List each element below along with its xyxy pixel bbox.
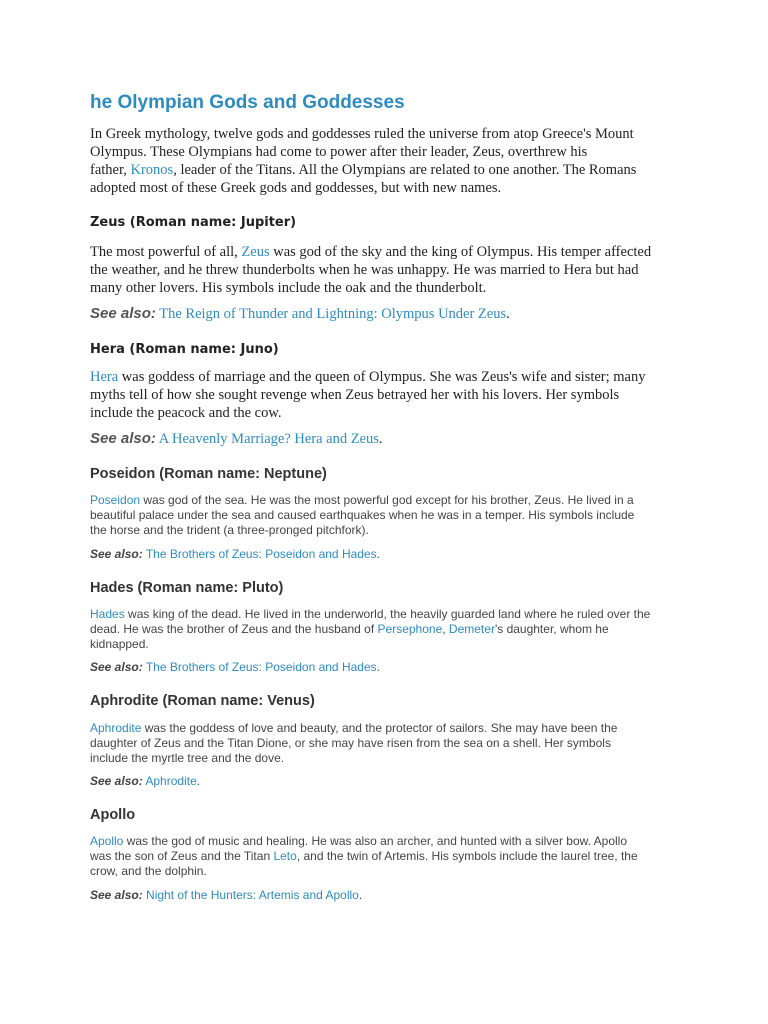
link-heavenly-marriage[interactable]: A Heavenly Marriage? Hera and Zeus <box>158 431 379 447</box>
link-brothers-of-zeus[interactable]: The Brothers of Zeus: Poseidon and Hades <box>145 547 377 561</box>
link-persephone[interactable]: Persephone <box>377 622 443 636</box>
text-line: father, Kronos, leader of the Titans. All the Olympians are related to one another. The Romans <box>90 162 637 178</box>
text-line: dead. He was the brother of Zeus and the husband of Persephone, Demeter's daughter, whom he <box>90 622 609 636</box>
see-also-label: See also: <box>90 774 143 788</box>
page-title: he Olympian Gods and Goddesses <box>90 92 405 113</box>
link-apollo[interactable]: Apollo <box>90 834 124 848</box>
link-leto[interactable]: Leto <box>273 849 297 863</box>
text-line: the horse and the trident (a three-pronged pitchfork). <box>90 523 369 537</box>
text-line: the weather, and he threw thunderbolts when he was unhappy. He was married to Hera but had <box>90 262 639 278</box>
text-line: Hera was goddess of marriage and the queen of Olympus. She was Zeus's wife and sister; many <box>90 369 646 385</box>
link-hera[interactable]: Hera <box>90 369 119 385</box>
see-also-hera: See also: A Heavenly Marriage? Hera and Zeus. <box>90 430 383 447</box>
section-heading-poseidon: Poseidon (Roman name: Neptune) <box>90 466 327 482</box>
aphrodite-paragraph <box>90 721 690 766</box>
text-line: The most powerful of all, Zeus was god of the sky and the king of Olympus. His temper affected <box>90 244 652 260</box>
see-also-hades: See also: The Brothers of Zeus: Poseidon and Hades. <box>90 660 380 674</box>
text-line: Hades was king of the dead. He lived in the underworld, the heavily guarded land where he ruled over the <box>90 607 651 621</box>
see-also-label: See also: <box>90 305 156 322</box>
link-night-of-the-hunters[interactable]: Night of the Hunters: Artemis and Apollo <box>146 888 359 902</box>
link-poseidon[interactable]: Poseidon <box>90 493 141 507</box>
section-heading-aphrodite: Aphrodite (Roman name: Venus) <box>90 693 315 709</box>
section-heading-hera: Hera (Roman name: Juno) <box>90 342 279 357</box>
link-kronos[interactable]: Kronos <box>130 162 174 178</box>
hades-paragraph <box>90 607 690 652</box>
text-line: include the peacock and the cow. <box>90 405 282 421</box>
apollo-paragraph <box>90 834 690 879</box>
text-line: Apollo was the god of music and healing. He was also an archer, and hunted with a silver bow. Apollo <box>90 834 627 848</box>
link-aphrodite[interactable]: Aphrodite <box>90 721 142 735</box>
text-line: daughter of Zeus and the Titan Dione, or she may have risen from the sea on a shell. Her symbols <box>90 736 611 750</box>
link-aphrodite-article[interactable]: Aphrodite <box>145 774 197 788</box>
poseidon-paragraph <box>90 493 690 538</box>
see-also-aphrodite: See also: Aphrodite. <box>90 774 201 788</box>
see-also-apollo: See also: Night of the Hunters: Artemis and Apollo. <box>90 888 363 902</box>
text-line: In Greek mythology, twelve gods and goddesses ruled the universe from atop Greece's Mount <box>90 126 634 142</box>
text-line: Olympus. These Olympians had come to power after their leader, Zeus, overthrew his <box>90 144 588 160</box>
see-also-label: See also: <box>90 547 143 561</box>
link-zeus[interactable]: Zeus <box>241 244 270 260</box>
see-also-zeus: See also: The Reign of Thunder and Lightning: Olympus Under Zeus. <box>90 305 510 322</box>
link-hades[interactable]: Hades <box>90 607 125 621</box>
text-line: many other lovers. His symbols include the oak and the thunderbolt. <box>90 280 487 296</box>
link-brothers-of-zeus[interactable]: The Brothers of Zeus: Poseidon and Hades <box>145 660 377 674</box>
text-line: crow, and the dolphin. <box>90 864 207 878</box>
link-reign-of-thunder[interactable]: The Reign of Thunder and Lightning: Olympus Under Zeus <box>159 306 507 322</box>
zeus-paragraph <box>90 243 690 297</box>
see-also-label: See also: <box>90 660 143 674</box>
section-heading-apollo: Apollo <box>90 807 136 823</box>
hera-paragraph <box>90 368 690 422</box>
see-also-poseidon: See also: The Brothers of Zeus: Poseidon and Hades. <box>90 547 380 561</box>
text-line: was the son of Zeus and the Titan Leto, and the twin of Artemis. His symbols include the laurel tree, the <box>90 849 638 863</box>
text-line: beautiful palace under the sea and caused earthquakes when he was in a temper. His symbols include <box>90 508 635 522</box>
text-line: include the myrtle tree and the dove. <box>90 751 285 765</box>
see-also-label: See also: <box>90 430 156 447</box>
text-line: Poseidon was god of the sea. He was the most powerful god except for his brother, Zeus. He lived in a <box>90 493 634 507</box>
section-heading-zeus: Zeus (Roman name: Jupiter) <box>90 215 297 230</box>
see-also-label: See also: <box>90 888 143 902</box>
intro-paragraph <box>90 125 690 197</box>
text-line: Aphrodite was the goddess of love and beauty, and the protector of sailors. She may have been the <box>90 721 618 735</box>
link-demeter[interactable]: Demeter <box>448 622 495 636</box>
text-line: myths tell of how she sought revenge when Zeus betrayed her with his lovers. Her symbols <box>90 387 620 403</box>
text-line: kidnapped. <box>90 637 149 651</box>
section-heading-hades: Hades (Roman name: Pluto) <box>90 580 284 596</box>
text-line: adopted most of these Greek gods and goddesses, but with new names. <box>90 180 502 196</box>
